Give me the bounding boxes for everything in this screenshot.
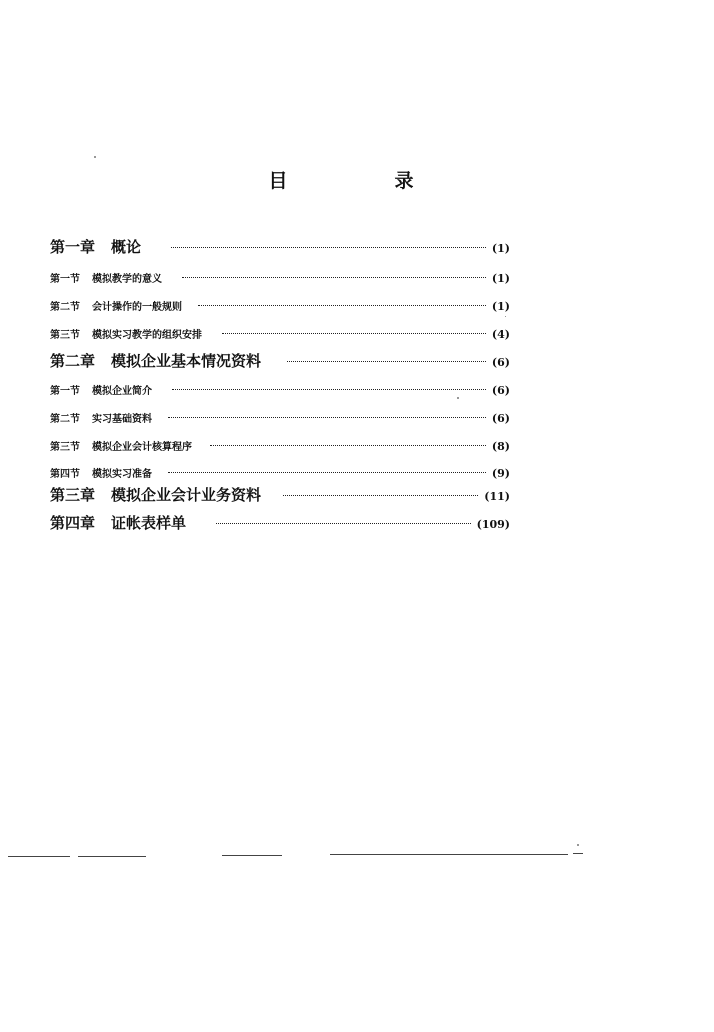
toc-number: 第三章 bbox=[50, 486, 96, 504]
toc-label: 模拟企业基本情况资料 bbox=[111, 352, 262, 370]
toc-number: 第一节 bbox=[50, 386, 80, 397]
page-title: 目 录 bbox=[268, 170, 458, 192]
scan-speck bbox=[457, 397, 459, 399]
toc-entry-section-1-1[interactable] bbox=[50, 270, 510, 285]
toc-page-number: (109) bbox=[476, 518, 510, 531]
toc-number: 第三节 bbox=[50, 330, 80, 341]
scan-speck bbox=[94, 156, 96, 158]
scan-line bbox=[222, 855, 282, 856]
toc-entry-chapter-1[interactable] bbox=[50, 236, 510, 257]
toc-number: 第一章 bbox=[50, 238, 96, 256]
toc-page-number: (6) bbox=[491, 412, 510, 425]
toc-label: 模拟企业会计业务资料 bbox=[111, 486, 262, 504]
toc-leader bbox=[171, 247, 486, 248]
toc-number: 第三节 bbox=[50, 442, 80, 453]
toc-page-number: (11) bbox=[484, 490, 510, 503]
toc-page-number: (1) bbox=[491, 242, 510, 255]
toc-number: 第一节 bbox=[50, 274, 80, 285]
toc-page-number: (6) bbox=[491, 384, 510, 397]
toc-page-number: (1) bbox=[491, 300, 510, 313]
toc-label: 证帐表样单 bbox=[111, 514, 187, 532]
toc-entry-section-2-4[interactable] bbox=[50, 465, 510, 480]
toc-leader bbox=[283, 495, 478, 496]
toc-number: 第二节 bbox=[50, 414, 80, 425]
toc-leader bbox=[210, 445, 486, 446]
toc-entry-section-2-1[interactable] bbox=[50, 382, 510, 397]
toc-label: 模拟实习教学的组织安排 bbox=[92, 330, 202, 341]
scan-speck bbox=[577, 844, 579, 846]
toc-label: 会计操作的一般规则 bbox=[92, 302, 182, 313]
toc-leader bbox=[198, 305, 486, 306]
toc-page-number: (6) bbox=[491, 356, 510, 369]
toc-leader bbox=[172, 389, 486, 390]
scan-line bbox=[573, 853, 583, 854]
toc-entry-section-1-3[interactable] bbox=[50, 326, 510, 341]
toc-page-number: (1) bbox=[491, 272, 510, 285]
toc-entry-chapter-3[interactable] bbox=[50, 484, 510, 505]
toc-label: 模拟实习准备 bbox=[92, 469, 152, 480]
toc-number: 第四节 bbox=[50, 469, 80, 480]
toc-label: 模拟教学的意义 bbox=[92, 274, 162, 285]
scan-speck bbox=[505, 316, 506, 317]
toc-number: 第二章 bbox=[50, 352, 96, 370]
toc-entry-chapter-4[interactable] bbox=[50, 512, 510, 533]
toc-entry-chapter-2[interactable] bbox=[50, 350, 510, 371]
toc-leader bbox=[216, 523, 471, 524]
scan-line bbox=[330, 854, 568, 855]
toc-label: 模拟企业会计核算程序 bbox=[92, 442, 192, 453]
toc-label: 实习基础资料 bbox=[92, 414, 152, 425]
toc-label: 模拟企业简介 bbox=[92, 386, 152, 397]
toc-page-number: (9) bbox=[491, 467, 510, 480]
scan-line bbox=[78, 856, 146, 857]
toc-entry-section-1-2[interactable] bbox=[50, 298, 510, 313]
toc-leader bbox=[287, 361, 486, 362]
toc-leader bbox=[168, 417, 486, 418]
toc-page-number: (4) bbox=[491, 328, 510, 341]
toc-number: 第四章 bbox=[50, 514, 96, 532]
toc-number: 第二节 bbox=[50, 302, 80, 313]
toc-leader bbox=[168, 472, 486, 473]
toc-leader bbox=[182, 277, 486, 278]
toc-leader bbox=[222, 333, 486, 334]
scan-line bbox=[8, 856, 70, 857]
toc-page-number: (8) bbox=[491, 440, 510, 453]
toc-entry-section-2-3[interactable] bbox=[50, 438, 510, 453]
toc-label: 概论 bbox=[111, 238, 142, 256]
toc-entry-section-2-2[interactable] bbox=[50, 410, 510, 425]
